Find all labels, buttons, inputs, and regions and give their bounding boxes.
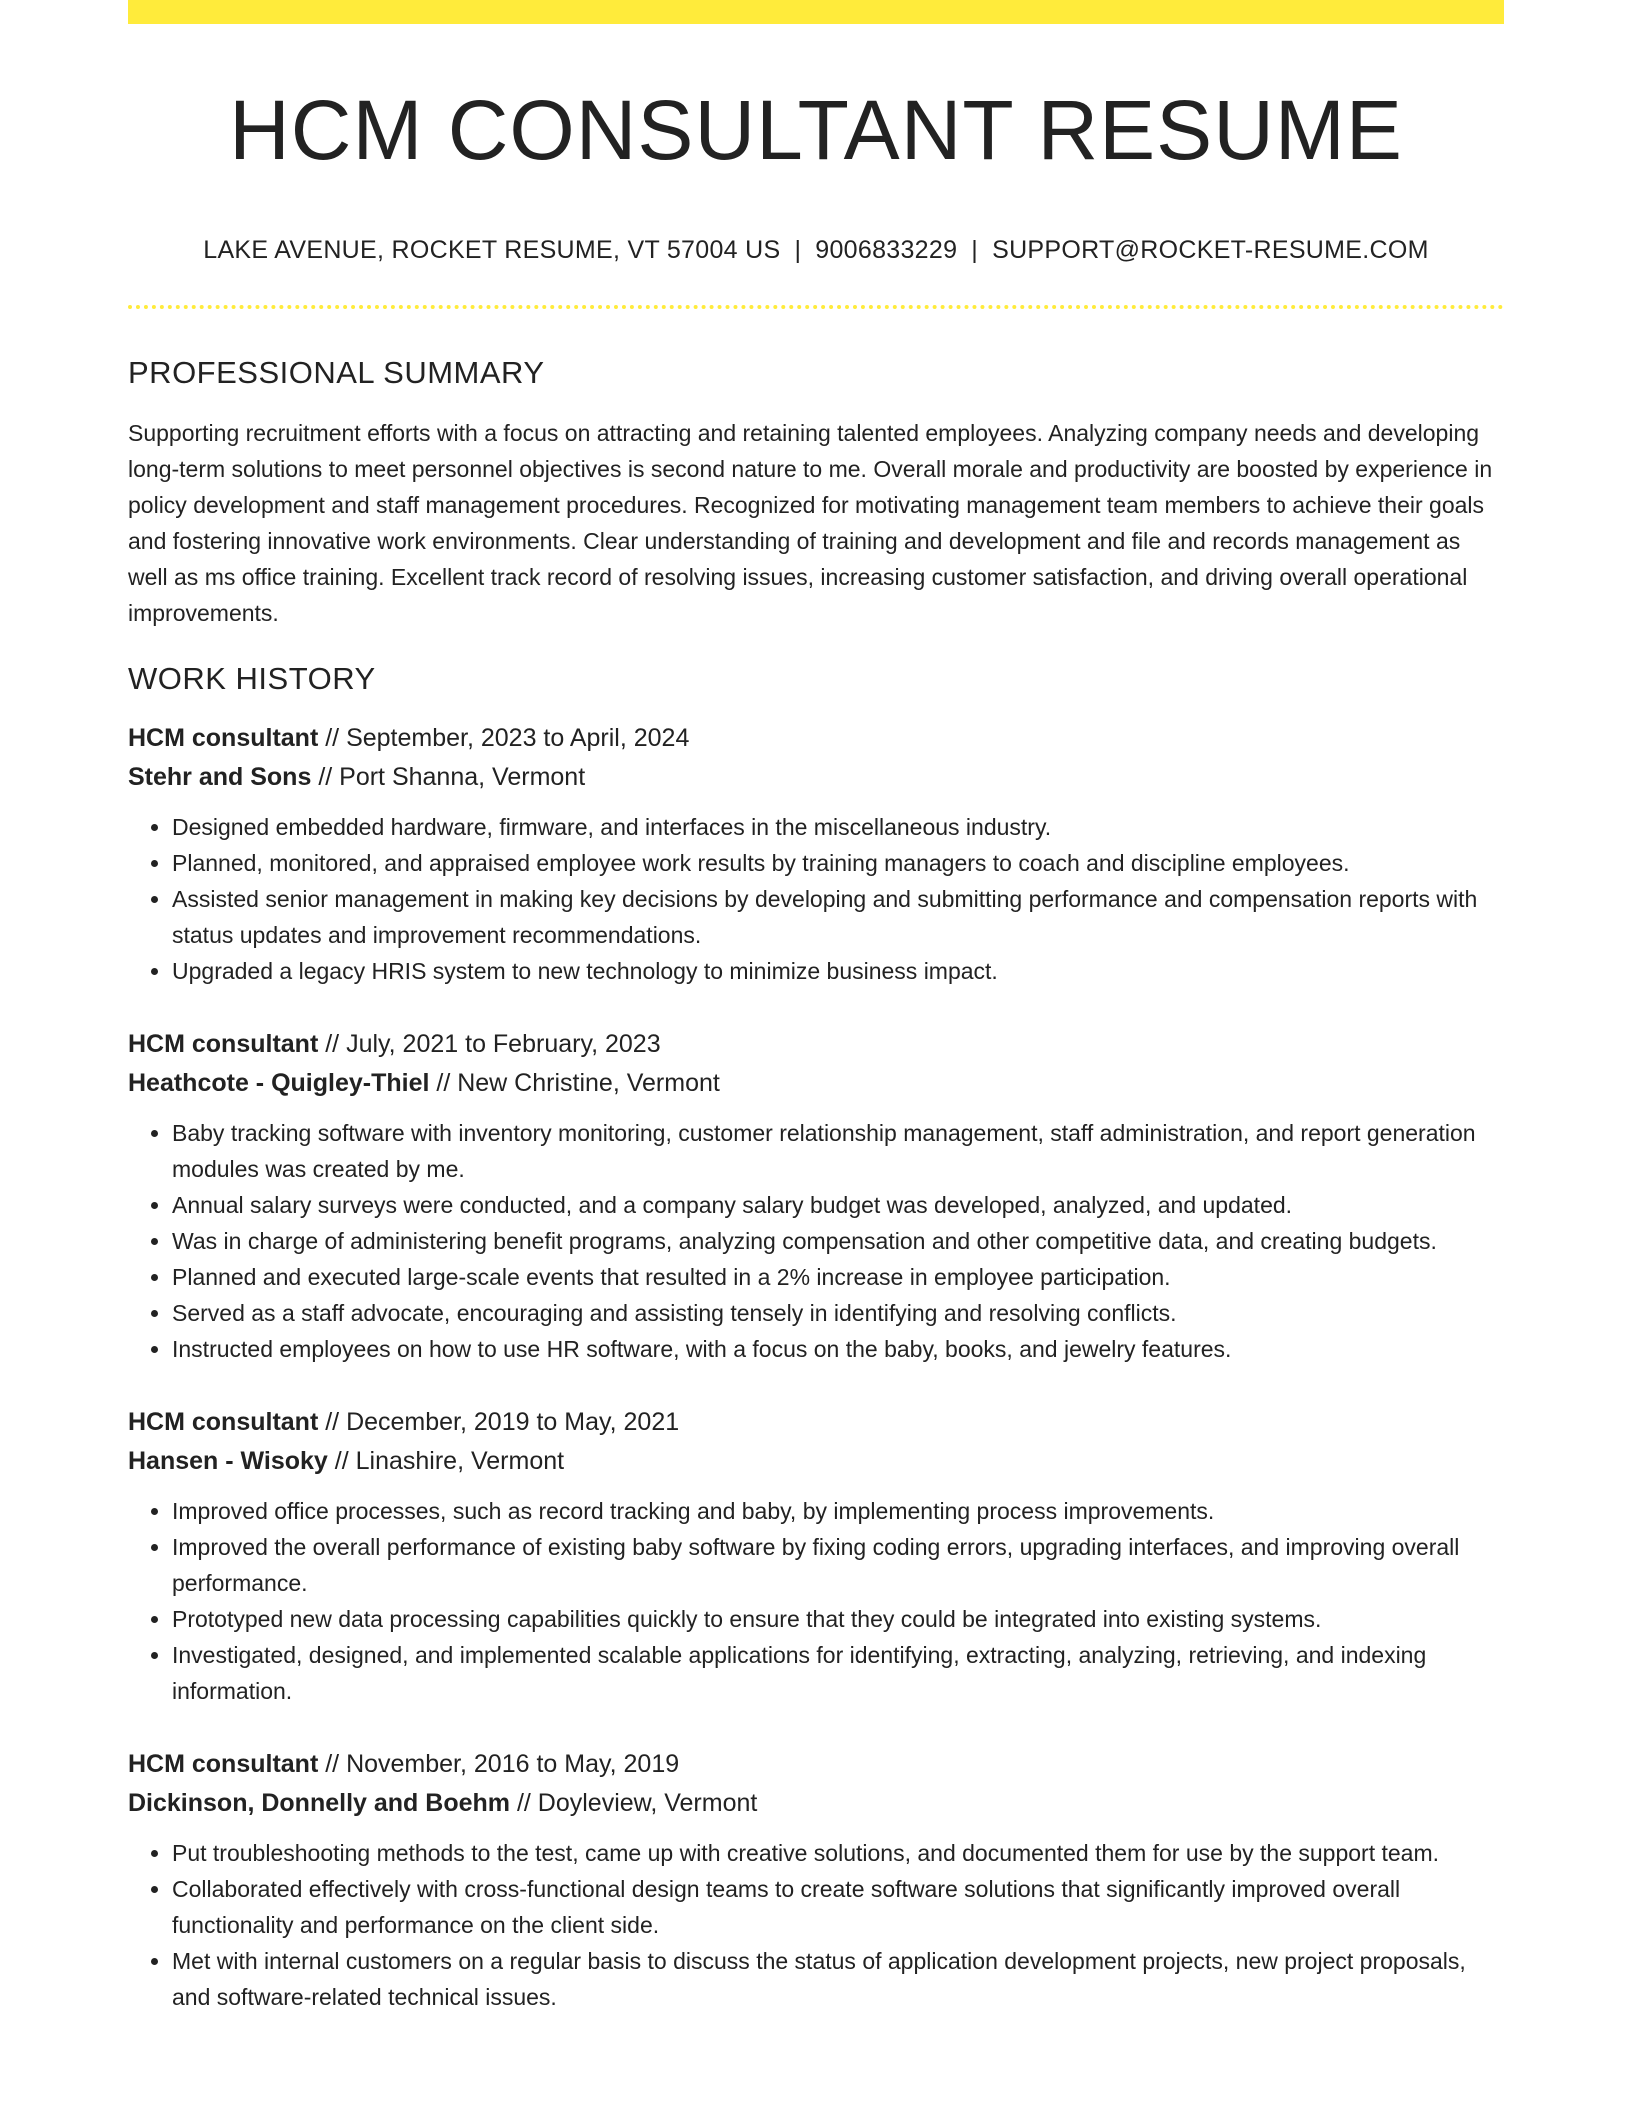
resume-page [128,0,1504,2015]
contact-address: LAKE AVENUE, ROCKET RESUME, VT 57004 US [203,236,781,265]
contact-separator: | [971,236,979,265]
job-entry [128,719,1504,989]
job-company-line [128,758,1504,797]
job-location: // New Christine, Vermont [429,1069,720,1098]
job-bullet: • Planned and executed large-scale events that resulted in a 2% increase in employee participation. [172,1259,1504,1295]
job-title: HCM consultant [128,1750,319,1779]
job-bullet: • Annual salary surveys were conducted, and a company salary budget was developed, analyzed, and updated. [172,1187,1504,1223]
job-company: Hansen - Wisoky [128,1447,328,1476]
dotted-divider [128,305,1504,309]
job-bullet: • Assisted senior management in making key decisions by developing and submitting performance and compensation reports with status updates and improvement recommendations. [172,881,1504,953]
job-entry [128,1025,1504,1367]
job-company: Heathcote - Quigley-Thiel [128,1069,430,1098]
job-company: Dickinson, Donnelly and Boehm [128,1789,510,1818]
job-title-line [128,1745,1504,1784]
job-location: // Port Shanna, Vermont [311,763,586,792]
job-dates: // November, 2016 to May, 2019 [318,1750,680,1779]
job-dates: // July, 2021 to February, 2023 [318,1030,661,1059]
job-company-line [128,1442,1504,1481]
top-accent-bar [128,0,1504,24]
job-title: HCM consultant [128,724,319,753]
job-location: // Doyleview, Vermont [510,1789,758,1818]
contact-separator: | [794,236,802,265]
job-bullet: • Served as a staff advocate, encouraging and assisting tensely in identifying and resolving conflicts. [172,1295,1504,1331]
job-bullet-list [128,809,1504,989]
job-bullet-list [128,1493,1504,1709]
job-title: HCM consultant [128,1030,319,1059]
job-bullet: • Improved office processes, such as record tracking and baby, by implementing process improvements. [172,1493,1504,1529]
job-bullet: • Baby tracking software with inventory monitoring, customer relationship management, staff administration, and report generation modules was created by me. [172,1115,1504,1187]
contact-phone: 9006833229 [815,236,958,265]
job-bullet: • Prototyped new data processing capabilities quickly to ensure that they could be integrated into existing systems. [172,1601,1504,1637]
summary-heading: PROFESSIONAL SUMMARY [128,355,545,391]
job-location: // Linashire, Vermont [327,1447,565,1476]
job-bullet-list [128,1115,1504,1367]
job-bullet: • Investigated, designed, and implemented scalable applications for identifying, extracting, analyzing, retrieving, and indexing information. [172,1637,1504,1709]
job-bullet: • Designed embedded hardware, firmware, and interfaces in the miscellaneous industry. [172,809,1504,845]
job-bullet: • Planned, monitored, and appraised employee work results by training managers to coach and discipline employees. [172,845,1504,881]
job-bullet: • Collaborated effectively with cross-functional design teams to create software solutions that significantly improved overall functionality and performance on the client side. [172,1871,1504,1943]
job-entry [128,1745,1504,2015]
job-title-line [128,1403,1504,1442]
job-company-line [128,1784,1504,1823]
contact-line [128,236,1504,265]
job-bullet: • Met with internal customers on a regular basis to discuss the status of application development projects, new project proposals, and software-related technical issues. [172,1943,1504,2015]
job-bullet-list [128,1835,1504,2015]
job-entry [128,1403,1504,1709]
summary-text: Supporting recruitment efforts with a focus on attracting and retaining talented employees. Analyzing company needs and developing long-term solutions to meet personnel objectives is second nature to me. Overall morale and productivity are boosted by experience in policy development and staff management procedures. Recognized for motivating management team members to achieve their goals and fostering innovative work environments. Clear understanding of training and development and file and records management as well as ms office training. Excellent track record of resolving issues, increasing customer satisfaction, and driving overall operational improvements. [128,420,1493,627]
job-company-line [128,1064,1504,1103]
job-title: HCM consultant [128,1408,319,1437]
job-title-line [128,719,1504,758]
job-dates: // December, 2019 to May, 2021 [318,1408,680,1437]
work-history-heading: WORK HISTORY [128,661,376,697]
job-dates: // September, 2023 to April, 2024 [318,724,690,753]
job-bullet: • Put troubleshooting methods to the test, came up with creative solutions, and documented them for use by the support team. [172,1835,1504,1871]
work-history-list [128,719,1504,2015]
contact-email[interactable]: SUPPORT@ROCKET-RESUME.COM [992,236,1429,265]
job-bullet: • Was in charge of administering benefit programs, analyzing compensation and other competitive data, and creating budgets. [172,1223,1504,1259]
job-bullet: • Upgraded a legacy HRIS system to new technology to minimize business impact. [172,953,1504,989]
job-bullet: • Improved the overall performance of existing baby software by fixing coding errors, upgrading interfaces, and improving overall performance. [172,1529,1504,1601]
job-title-line [128,1025,1504,1064]
resume-title: HCM CONSULTANT RESUME [229,83,1403,177]
job-bullet: • Instructed employees on how to use HR software, with a focus on the baby, books, and jewelry features. [172,1331,1504,1367]
job-company: Stehr and Sons [128,763,312,792]
